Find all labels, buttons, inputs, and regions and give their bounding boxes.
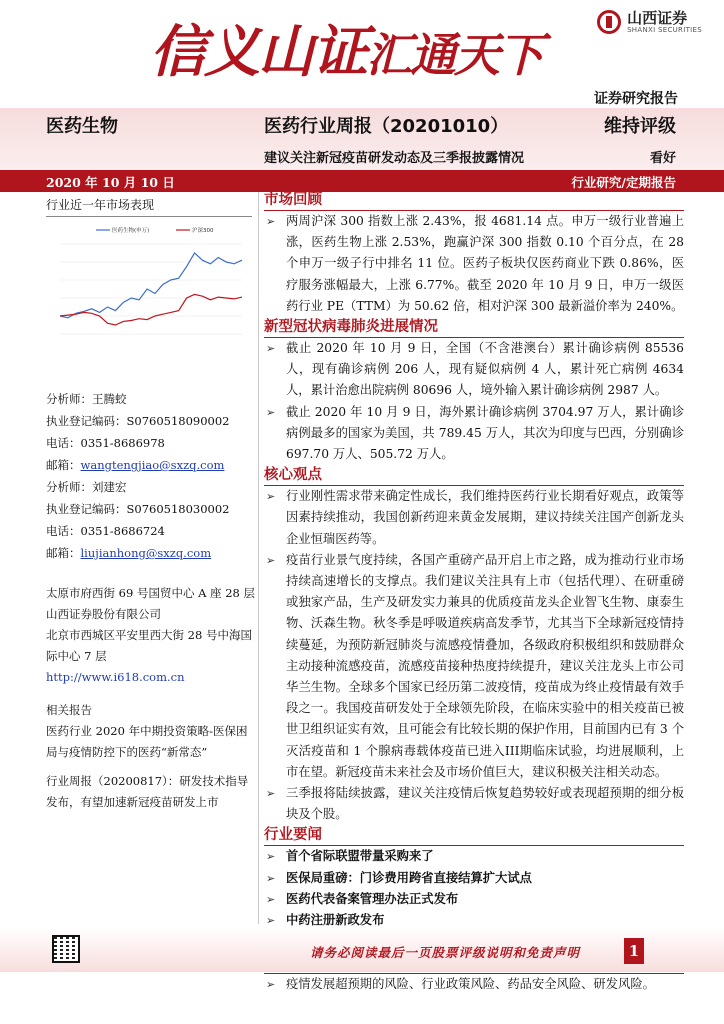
list-item: ➢ 疫苗行业景气度持续，各国产重磅产品开启上市之路，成为推动行业市场持续高速增长的支撑点。我们建议关注具有上市（包括代理）、在研重磅或独家产品，生产及研发实力兼具的优质疫苗龙头企业智飞生物、康泰生物、沃森生物。秋冬季是呼吸道疾病高发季节，尤其当下全球新冠疫情持续蔓延，为预防新冠肺炎与流感疫情叠加，各级政府积极组织和鼓励群众主动接种流感疫苗，流感疫苗接种热度持续提升，建议关注龙头上市公司华兰生物。全球多个国家已经历第二波疫情，疫苗成为终止疫情最有效手段之一。我国疫苗研发处于全球领先阶段，在临床实验中的相关疫苗已被世卫组织证实有效，且可能会有比较长期的保护作用，目前国内已有 3 个灭活疫苗和 1 个腺病毒载体疫苗已进入III期临床试验，均进展顺利，上市在望。新冠疫苗未来社会及市场价值巨大，建议积极关注相关动态。 — [264, 550, 684, 783]
logo-name-en: SHANXI SECURITIES — [627, 25, 702, 34]
related-heading: 相关报告 — [46, 703, 92, 717]
list-item: ➢ 截止 2020 年 10 月 9 日，全国（不含港澳台）累计确诊病例 85536 人，现有确诊病例 206 人，现有疑似病例 4 人，累计死亡病例 4634 人，累计治愈出院病例 80696 人，境外输入累计确诊病例 2987 人。 — [264, 338, 684, 402]
arrow-bullet-icon: ➢ — [266, 977, 276, 991]
analyst-info — [46, 388, 256, 564]
slogan-part-2: 汇通天下 — [366, 28, 542, 82]
page-number: 1 — [624, 938, 644, 964]
arrow-bullet-icon: ➢ — [266, 787, 276, 801]
sector-name: 医药生物 — [46, 116, 118, 137]
related-reports — [46, 700, 256, 813]
section-heading-covid: 新型冠状病毒肺炎进展情况 — [264, 318, 684, 338]
analyst-2-email-row — [46, 542, 256, 564]
analyst-2-email[interactable]: liujianhong@sxzq.com — [80, 546, 212, 560]
list-item: ➢ 两周沪深 300 指数上涨 2.43%，报 4681.14 点。申万一级行业普遍上涨，医药生物上涨 2.53%，跑赢沪深 300 指数 0.10 个百分点，在 28 个申万一级子行中排名 11 位。医药子板块仅医药商业下跌 0.86%，医疗服务涨幅最大，上涨 6.77%。截至 2020 年 10 月 9 日，申万一级医药行业 PE（TTM）为 50.62 倍，相对沪深 300 最新溢价率为 240%。 — [264, 211, 684, 317]
legend-label: 医药生物(申万) — [112, 228, 150, 234]
arrow-bullet-icon: ➢ — [266, 342, 276, 356]
analyst-1-name: 分析师：王腾蛟 — [46, 392, 127, 406]
chart-title: 行业近一年市场表现 — [46, 196, 252, 217]
email-label: 邮箱： — [46, 546, 81, 560]
related-report-1[interactable]: 医药行业 2020 年中期投资策略-医保困局与疫情防控下的医药“新常态” — [46, 724, 248, 759]
disclaimer: 请务必阅读最后一页股票评级说明和免责声明 — [310, 945, 581, 960]
analyst-1-cert: 执业登记编码：S0760518090002 — [46, 414, 230, 428]
list-item: ➢ 截止 2020 年 10 月 9 日，海外累计确诊病例 3704.97 万人，累计确诊病例最多的国家为美国，共 789.45 万人，其次为印度与巴西，分别确诊 697.70 万人、505.72 万人。 — [264, 402, 684, 466]
list-item: ➢ 三季报将陆续披露，建议关注疫情后恢复趋势较好或表现超预期的细分板块及个股。 — [264, 783, 684, 825]
arrow-bullet-icon: ➢ — [266, 215, 276, 228]
section-heading-market: 市场回顾 — [264, 191, 684, 211]
report-title: 医药行业周报（20201010） — [264, 116, 509, 137]
arrow-bullet-icon: ➢ — [266, 490, 276, 504]
qr-code-icon — [52, 935, 80, 963]
address-line-2: 山西证券股份有限公司 — [46, 607, 161, 621]
arrow-bullet-icon: ➢ — [266, 405, 276, 419]
address-line-1: 太原市府西街 69 号国贸中心 A 座 28 层 — [46, 586, 256, 600]
arrow-bullet-icon: ➢ — [266, 892, 276, 906]
main-content — [264, 190, 684, 995]
related-report-2[interactable]: 行业周报（20200817）：研发技术指导发布，有望加速新冠疫苗研发上市 — [46, 774, 249, 809]
list-item: ➢ 疫情发展超预期的风险、行业政策风险、药品安全风险、研发风险。 — [264, 974, 684, 995]
column-divider — [258, 192, 259, 924]
list-item: ➢ 医保局重磅：门诊费用跨省直接结算扩大试点 — [264, 868, 684, 889]
website-link[interactable]: http://www.i618.com.cn — [46, 670, 185, 684]
list-item: ➢ 首个省际联盟带量采购来了 — [264, 846, 684, 867]
addresses — [46, 583, 256, 688]
rating: 维持评级 — [604, 116, 676, 137]
arrow-bullet-icon: ➢ — [266, 871, 276, 885]
address-line-3: 北京市西城区平安里西大街 28 号中海国际中心 7 层 — [46, 628, 252, 663]
analyst-1-email-row — [46, 454, 256, 476]
email-label: 邮箱： — [46, 458, 81, 472]
slogan — [150, 8, 542, 88]
analyst-2-cert: 执业登记编码：S0760518030002 — [46, 502, 230, 516]
slogan-part-1: 信义山证 — [150, 19, 366, 85]
analyst-1-phone: 电话：0351-8686978 — [46, 436, 165, 450]
analyst-1-email[interactable]: wangtengjiao@sxzq.com — [80, 458, 225, 472]
list-item: ➢ 行业刚性需求带来确定性成长，我们维持医药行业长期看好观点，政策等因素持续推动，我国创新药迎来黄金发展期，建议持续关注国产创新龙头企业恒瑞医药等。 — [264, 486, 684, 550]
section-heading-news: 行业要闻 — [264, 826, 684, 846]
analyst-2-phone: 电话：0351-8686724 — [46, 524, 165, 538]
report-type: 证券研究报告 — [594, 91, 678, 107]
arrow-bullet-icon: ➢ — [266, 553, 276, 567]
series-line-1 — [60, 253, 242, 318]
logo-name: 山西证券 — [627, 8, 688, 27]
outlook: 看好 — [649, 151, 676, 166]
company-logo — [597, 10, 702, 34]
report-category: 行业研究/定期报告 — [571, 175, 676, 190]
logo-icon — [597, 10, 621, 34]
market-performance-chart — [46, 222, 246, 362]
arrow-bullet-icon: ➢ — [266, 850, 276, 864]
list-item: ➢ 中药注册新政发布 — [264, 910, 684, 931]
arrow-bullet-icon: ➢ — [266, 914, 276, 928]
section-heading-core: 核心观点 — [264, 466, 684, 486]
list-item: ➢ 医药代表备案管理办法正式发布 — [264, 889, 684, 910]
analyst-2-name: 分析师：刘建宏 — [46, 480, 127, 494]
legend-label: 沪深300 — [192, 228, 214, 234]
report-date: 2020 年 10 月 10 日 — [46, 175, 175, 190]
report-subtitle: 建议关注新冠疫苗研发动态及三季报披露情况 — [264, 151, 525, 166]
